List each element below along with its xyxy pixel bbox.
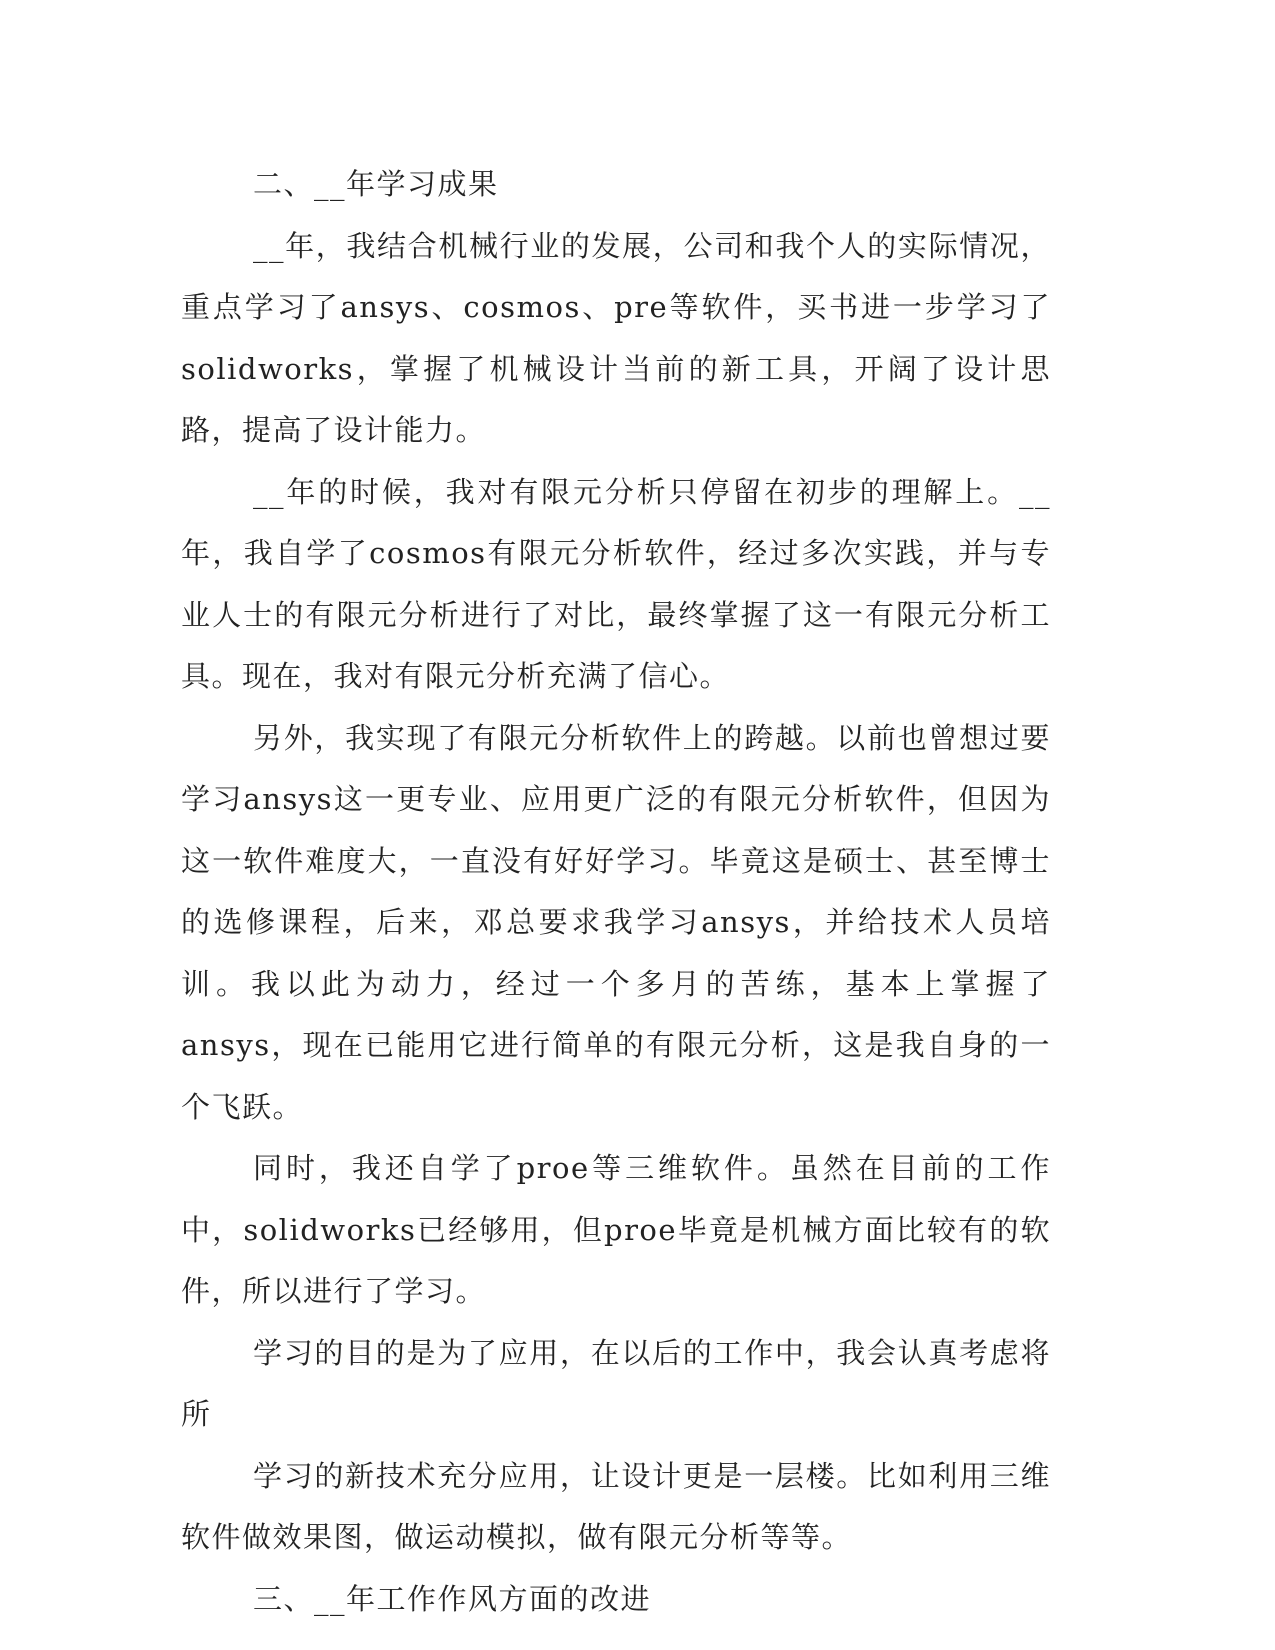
section-heading-work-style: 三、__年工作作风方面的改进 — [253, 1581, 652, 1616]
paragraph-apply-new-tech: 学习的新技术充分应用，让设计更是一层楼。比如利用三维软件做效果图，做运动模拟，做有限元分析等等。 — [181, 1458, 1051, 1554]
document-body — [181, 154, 1051, 1630]
section-heading-learning-results: 二、__年学习成果 — [253, 167, 499, 201]
paragraph-software-learning: __年，我结合机械行业的发展，公司和我个人的实际情况，重点学习了ansys、cosmos、pre等软件，买书进一步学习了solidworks，掌握了机械设计当前的新工具，开阔了设计思路，提高了设计能力。 — [181, 228, 1051, 447]
paragraph-proe-learning: 同时，我还自学了proe等三维软件。虽然在目前的工作中，solidworks已经够用，但proe毕竟是机械方面比较有的软件，所以进行了学习。 — [181, 1151, 1051, 1308]
paragraph-ansys-leap: 另外，我实现了有限元分析软件上的跨越。以前也曾想过要学习ansys这一更专业、应用更广泛的有限元分析软件，但因为这一软件难度大，一直没有好好学习。毕竟这是硕士、甚至博士的选修课程，后来，邓总要求我学习ansys，并给技术人员培训。我以此为动力，经过一个多月的苦练，基本上掌握了ansys，现在已能用它进行简单的有限元分析，这是我自身的一个飞跃。 — [181, 720, 1051, 1124]
paragraph-purpose-of-learning: 学习的目的是为了应用，在以后的工作中，我会认真考虑将所 — [181, 1335, 1051, 1431]
paragraph-cosmos-fea: __年的时候，我对有限元分析只停留在初步的理解上。__年，我自学了cosmos有限元分析软件，经过多次实践，并与专业人士的有限元分析进行了对比，最终掌握了这一有限元分析工具。现在，我对有限元分析充满了信心。 — [181, 474, 1051, 693]
